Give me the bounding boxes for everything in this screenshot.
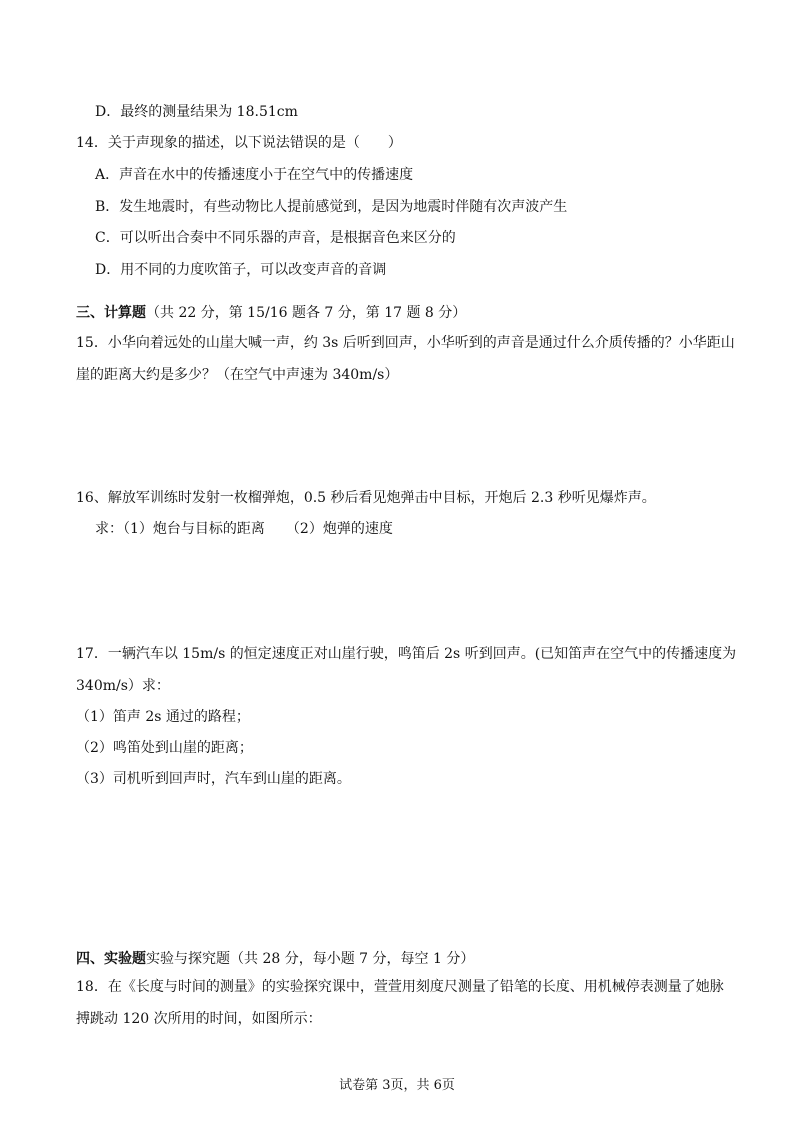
q13-option-d: D．最终的测量结果为 18.51cm [95,104,298,120]
q15-line1: 15．小华向着远处的山崖大喊一声，约 3s 后听到回声，小华听到的声音是通过什么介质传播的？小华距山 [76,335,735,351]
q14-option-a: A．声音在水中的传播速度小于在空气中的传播速度 [95,167,414,183]
q17-line2: 340m/s）求： [76,678,170,694]
q14-option-b: B．发生地震时，有些动物比人提前感觉到，是因为地震时伴随有次声波产生 [95,199,568,215]
section3-heading [76,304,466,322]
q14-stem: 14．关于声现象的描述，以下说法错误的是（ ） [76,135,402,151]
q17-part-1: （1）笛声 2s 通过的路程； [76,709,250,725]
page-footer: 试卷第 3页，共 6页 [339,1078,455,1093]
section3-note: （共 22 分，第 15/16 题各 7 分，第 17 题 8 分） [146,305,467,321]
section4-note: 实验与探究题（共 28 分，每小题 7 分，每空 1 分） [146,951,475,967]
q15-line2: 崖的距离大约是多少？（在空气中声速为 340m/s） [76,367,399,383]
section3-title: 三、计算题 [76,305,146,321]
q17-part-2: （2）鸣笛处到山崖的距离； [76,740,253,756]
section4-heading [76,950,474,968]
q17-line1: 17．一辆汽车以 15m/s 的恒定速度正对山崖行驶，鸣笛后 2s 听到回声。(已知笛声在空气中的传播速度为 [76,646,737,662]
q16-stem: 16、解放军训练时发射一枚榴弹炮，0.5 秒后看见炮弹击中目标，开炮后 2.3 秒听见爆炸声。 [76,490,656,506]
q16-ask: 求：（1）炮台与目标的距离 （2）炮弹的速度 [95,521,393,537]
section4-title: 四、实验题 [76,951,146,967]
q18-line1: 18．在《长度与时间的测量》的实验探究课中，萱萱用刻度尺测量了铅笔的长度、用机械停表测量了她脉 [76,979,724,995]
q14-option-d: D．用不同的力度吹笛子，可以改变声音的音调 [95,262,387,278]
q17-part-3: （3）司机听到回声时，汽车到山崖的距离。 [76,771,351,787]
q14-option-c: C．可以听出合奏中不同乐器的声音，是根据音色来区分的 [95,230,456,246]
q18-line2: 搏跳动 120 次所用的时间，如图所示： [76,1011,322,1027]
